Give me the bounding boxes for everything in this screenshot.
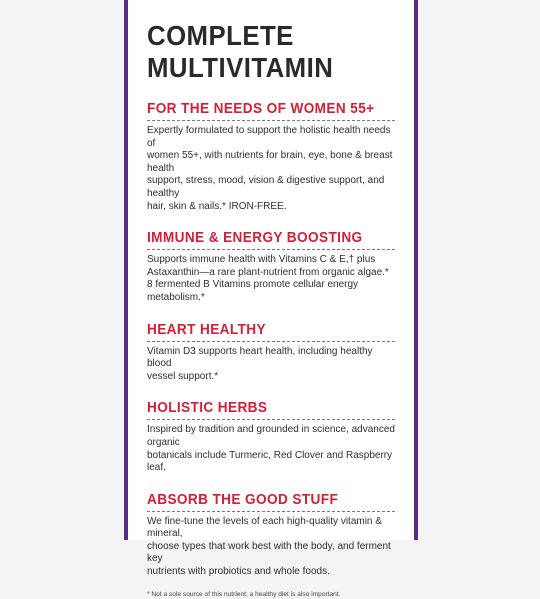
section-body bbox=[147, 424, 395, 474]
section-body bbox=[147, 125, 395, 213]
section-women-55 bbox=[147, 101, 395, 213]
title-line-2: MULTIVITAMIN bbox=[147, 52, 334, 83]
body-line: choose types that work best with the body, and ferment key bbox=[147, 540, 391, 565]
section-body bbox=[147, 346, 395, 384]
dashed-divider bbox=[147, 341, 395, 342]
body-line: Vitamin D3 supports heart health, including healthy blood bbox=[147, 345, 373, 370]
body-line: botanicals include Turmeric, Red Clover and Raspberry leaf. bbox=[147, 449, 393, 474]
title-line-1: COMPLETE bbox=[147, 20, 294, 51]
body-line: 8 fermented B Vitamins promote cellular energy metabolism.* bbox=[147, 279, 359, 303]
body-line: hair, skin & nails.* IRON-FREE. bbox=[147, 200, 287, 212]
body-line: Supports immune health with Vitamins C & E,† plus bbox=[147, 254, 376, 266]
body-line: nutrients with probiotics and whole foods. bbox=[147, 566, 330, 578]
section-heading: IMMUNE & ENERGY BOOSTING bbox=[147, 230, 363, 247]
dashed-divider bbox=[147, 419, 395, 420]
product-title bbox=[147, 20, 375, 84]
section-heading: FOR THE NEEDS OF WOMEN 55+ bbox=[147, 101, 375, 117]
body-line: support, stress, mood, vision & digestive support, and healthy bbox=[147, 175, 385, 199]
dashed-divider bbox=[147, 249, 395, 250]
body-line: Inspired by tradition and grounded in science, advanced organic bbox=[147, 424, 395, 448]
body-line: women 55+, with nutrients for brain, eye, bone & breast health bbox=[147, 150, 393, 174]
label-content bbox=[147, 20, 395, 599]
section-body bbox=[147, 516, 395, 579]
body-line: We fine-tune the levels of each high-quality vitamin & mineral, bbox=[147, 515, 382, 540]
section-heading: ABSORB THE GOOD STUFF bbox=[147, 491, 339, 508]
section-body bbox=[147, 254, 395, 304]
section-absorb bbox=[147, 492, 395, 579]
dashed-divider bbox=[147, 511, 395, 512]
body-line: vessel support.* bbox=[147, 370, 219, 382]
footnote: * Not a sole source of this nutrient; a healthy diet is also important. bbox=[147, 590, 341, 598]
label-panel bbox=[124, 0, 418, 598]
section-heading: HEART HEALTHY bbox=[147, 321, 266, 338]
dashed-divider bbox=[147, 120, 395, 121]
section-immune-energy bbox=[147, 230, 395, 304]
body-line: Expertly formulated to support the holistic health needs of bbox=[147, 125, 391, 149]
section-heart-healthy bbox=[147, 322, 395, 384]
section-holistic-herbs bbox=[147, 400, 395, 474]
body-line: Astaxanthin—a rare plant-nutrient from organic algae.* bbox=[147, 266, 389, 278]
section-heading: HOLISTIC HERBS bbox=[147, 400, 268, 417]
